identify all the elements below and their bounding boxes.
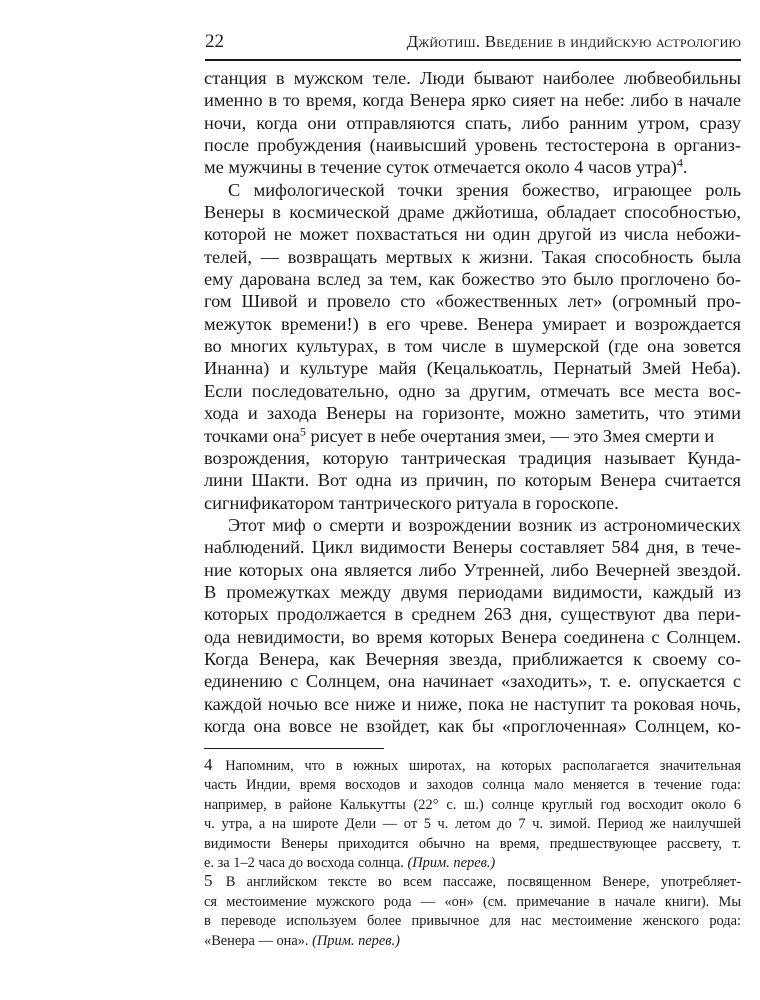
text-line: С мифологической точки зрения божество, играющее роль	[228, 179, 741, 200]
text-fragment: е. за 1–2 часа до восхода солнца.	[204, 855, 408, 872]
text-line: ние которых она является либо Утренней, либо Вечерней звездой.	[204, 559, 741, 580]
footnotes	[204, 757, 741, 951]
text-fragment: рисует в небе очертания змеи, — это Змея смерти и	[305, 425, 715, 446]
text-line: ночи, когда они отправляются спать, либо ранним утром, сразу	[204, 112, 741, 133]
footnote-5-line: ся местоимение мужского рода — «он» (см. примечание в начале книги). Мы	[204, 893, 741, 910]
text-fragment: точками она	[204, 425, 300, 446]
text-line: ему дарована вслед за тем, как божество это было проглочено бо-	[204, 269, 741, 290]
main-text	[204, 67, 741, 737]
text-line: сигнификатором тантрического ритуала в гороскопе.	[204, 492, 619, 513]
footnote-ref-4[interactable]: 4	[676, 155, 683, 170]
text-line: во многих культурах, в том числе в шумерской (где она зовется	[204, 336, 741, 357]
footnote-4-line: ч. утра, а на широте Дели — от 5 ч. летом до 7 ч. зимой. Период же наилучшей	[204, 816, 741, 833]
text-line: единению с Солнцем, она начинает «заходить», т. е. опускается с	[204, 671, 741, 692]
translator-note: (Прим. перев.)	[312, 932, 400, 949]
footnote-divider	[204, 748, 384, 749]
text-fragment: ме мужчины в течение суток отмечается около 4 часов утра)	[204, 157, 677, 178]
text-line: возрождения, которую тантрическая традиция называет Кунда-	[204, 447, 741, 468]
text-line: после пробуждения (наивысший уровень тестостерона в организ-	[204, 135, 741, 156]
page-header	[205, 31, 741, 61]
text-line	[204, 425, 741, 447]
text-line: хода и захода Венеры на горизонте, можно заметить, что этими	[204, 403, 741, 424]
text-line: когда она вовсе не взойдет, как бы «проглоченная» Солнцем, ко-	[204, 715, 741, 736]
footnote-marker-4: 4	[204, 755, 213, 774]
text-line: наблюдений. Цикл видимости Венеры составляет 584 дня, в тече-	[204, 537, 741, 558]
text-line: станция в мужском теле. Люди бывают наиболее любвеобильны	[204, 68, 741, 88]
text-line: телей, — возвращать мертвых к жизни. Такая способность была	[204, 246, 741, 267]
text-line: Инанна) и культуре майя (Кецалькоатль, Пернатый Змей Неба).	[204, 358, 741, 379]
text-line: Если последовательно, одно за другим, отмечать все места вос-	[204, 380, 741, 401]
running-title: Джйотиш. Введение в индийскую астрологию	[406, 32, 741, 51]
footnote-5-line	[204, 873, 741, 892]
footnote-4-line: видимости Венеры приходится обычно на время, предшествующее рассвету, т.	[204, 835, 741, 852]
text-line: Венеры в космической драме джйотиша, обладает способностью,	[204, 202, 741, 223]
text-line: которых продолжается в среднем 263 дня, существуют два пери-	[204, 604, 741, 625]
text-line: гом Шивой и провело сто «божественных лет» (огромный про-	[204, 291, 741, 312]
text-line: именно в то время, когда Венера ярко сияет на небе: либо в начале	[204, 90, 741, 111]
footnote-marker-5: 5	[204, 871, 213, 891]
footnote-4-line	[204, 854, 741, 873]
text-line: Когда Венера, как Вечерняя звезда, приближается к своему со-	[204, 648, 741, 669]
text-line: ода невидимости, во время которых Венера соединена с Солнцем.	[204, 626, 741, 647]
text-line: каждой ночью все ниже и ниже, пока не наступит та роковая ночь,	[204, 693, 741, 714]
text-line: лини Шакти. Вот одна из причин, по которым Венера считается	[204, 470, 741, 491]
page-number: 22	[205, 31, 224, 52]
text-line: межуток времени!) в его чреве. Венера умирает и возрождается	[204, 313, 741, 334]
footnote-4-line: например, в районе Калькутты (22° с. ш.) солнце круглый год восходит около 6	[204, 796, 741, 813]
text-line: которой не может похвастаться ни один другой из числа небожи-	[204, 224, 741, 245]
footnote-5-line: в переводе используем более привычное для нас местоимение женского рода:	[204, 913, 741, 930]
text-line: В промежутках между двумя периодами видимости, каждый из	[204, 581, 741, 602]
text-line: Этот миф о смерти и возрождении возник из астрономических	[228, 514, 741, 535]
text-fragment: «Венера — она».	[204, 932, 313, 949]
text-fragment: Напомним, что в южных широтах, на которых располагается значительная	[225, 758, 741, 774]
footnote-ref-5[interactable]: 5	[299, 423, 306, 438]
footnote-4-line: часть Индии, время восходов и заходов солнца мало меняется в течение года:	[204, 777, 741, 794]
footnote-5-line	[204, 932, 741, 951]
text-line: ме мужчины в течение суток отмечается около 4 часов утра)$^4$.	[204, 155, 688, 178]
text-fragment: В английском тексте во всем пассаже, посвященном Венере, употребляет-	[225, 874, 742, 891]
footnote-4-line	[204, 757, 741, 776]
translator-note: (Прим. перев.)	[407, 855, 496, 872]
